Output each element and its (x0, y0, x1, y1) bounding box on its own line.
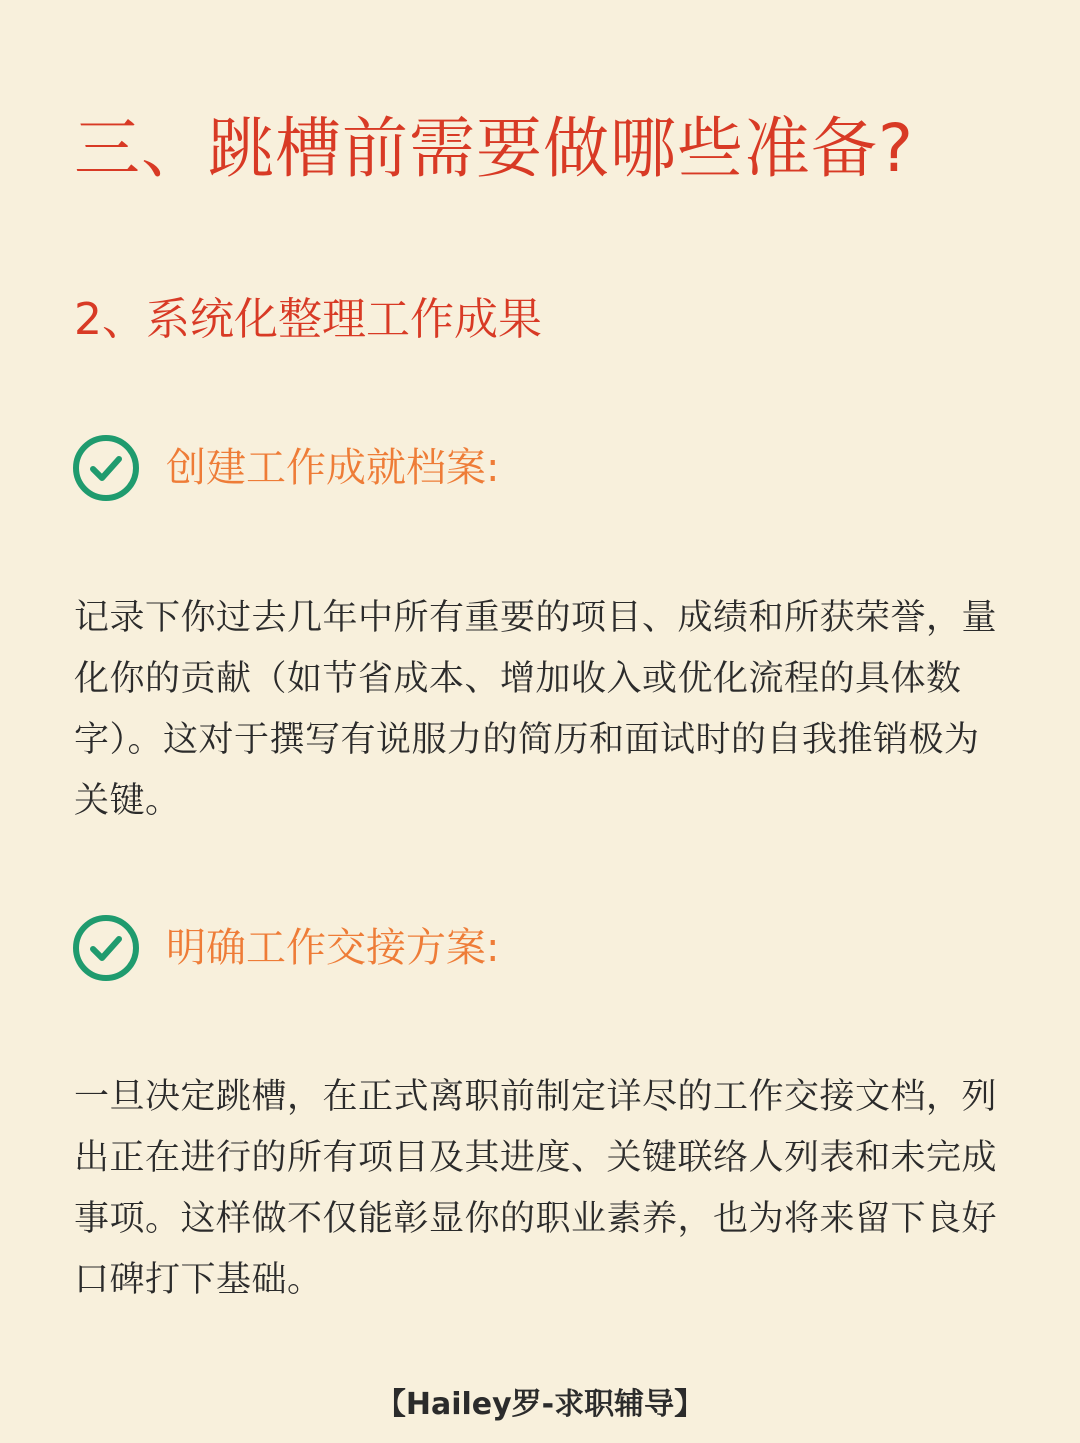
item-title: 创建工作成就档案: (166, 445, 500, 491)
check-circle-icon (72, 434, 140, 502)
item-heading-handover-plan (72, 913, 499, 983)
section-title: 2、系统化整理工作成果 (74, 294, 542, 345)
check-circle-icon (72, 914, 140, 982)
item-body: 一旦决定跳槽，在正式离职前制定详尽的工作交接文档，列出正在进行的所有项目及其进度、关键联络人列表和未完成事项。这样做不仅能彰显你的职业素养，也为将来留下良好口碑打下基础。 (74, 1077, 998, 1300)
author-signature: 【Hailey罗-求职辅导】 (375, 1387, 705, 1422)
item-heading-achievement-archive (72, 433, 499, 503)
page-title: 三、跳槽前需要做哪些准备? (74, 110, 915, 187)
item-body: 记录下你过去几年中所有重要的项目、成绩和所获荣誉，量化你的贡献（如节省成本、增加收入或优化流程的具体数字）。这对于撰写有说服力的简历和面试时的自我推销极为关键。 (74, 598, 998, 821)
item-title: 明确工作交接方案: (166, 925, 500, 971)
